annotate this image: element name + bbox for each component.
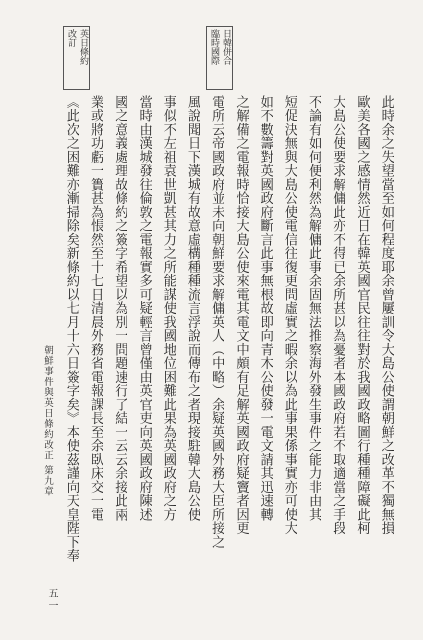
text-line: 不論有如何便利然為解傭此事余固無法推察海外發生事件之能力非由其 xyxy=(306,95,322,522)
body-text xyxy=(64,95,394,635)
chapter-label: 第九章 xyxy=(42,464,53,496)
text-line: 國之意義處理故條約之簽字希望以為別一問題速行了結一云云余接此兩 xyxy=(112,95,128,522)
text-line: 如不數籌對英國政府斷言此事無根故即向青木公使發一電文請其迅速轉 xyxy=(257,95,273,522)
text-line: 短促決無與大島公使電信往復更問虛實之暇余以為此事果係事實亦可使大 xyxy=(281,95,297,535)
margin-tag-line: 改訂 xyxy=(66,29,76,47)
margin-tag-annexation xyxy=(206,26,233,90)
text-line: 業或將功虧一簣甚為悵然至十七日清晨外務省電報課長至余臥床交一電 xyxy=(88,95,104,522)
page-number: 五一 xyxy=(46,588,57,612)
text-line: 事似不左祖袁世凱甚其力之所能謀使我國地位困難此果為英國政府之方 xyxy=(160,95,176,522)
margin-tag-line: 英日條約 xyxy=(78,29,88,65)
text-line: 當時由漢城發往倫敦之電報實多可疑輕言曾僅由英官吏向英國政府陳述 xyxy=(136,95,152,522)
margin-tag-line: 臨時國際 xyxy=(209,29,219,65)
margin-tag-line: 日韓併合 xyxy=(221,29,231,65)
text-line: 歐美各國之感情然近日在韓英國官民往往對於我國政略圖行種種障礙此柯 xyxy=(354,95,370,535)
text-line: 此時余之失望當至如何程度耶余曾屢訓令大島公使謂朝鮮之改革不獨無損 xyxy=(378,95,394,535)
text-line: 《此次之困難亦漸掃除矣新條約以七月十六日簽字矣》本使茲謹向天皇陛下奉 xyxy=(64,95,79,563)
text-line: 風說聞日下漢城有故意虛構種種流言浮說而傳布之者現接駐韓大島公使 xyxy=(185,95,201,522)
chapter-title: 朝鮮事件與英日條約改正 xyxy=(42,345,53,461)
text-line: 之解備之電報時恰接大島公使來電其電文中頗有足解英國政府疑竇者因更 xyxy=(233,95,249,535)
text-line: 大島公使要求解傭此亦不得已余所甚以為憂者本國政府若不取適當之手段 xyxy=(330,95,346,535)
margin-tag-treaty-revision xyxy=(63,26,90,90)
running-header xyxy=(40,345,54,496)
text-line: 電所云帝國政府並未向朝鮮要求解傭英人（中略）余疑英國外務大臣所接之 xyxy=(209,95,225,549)
